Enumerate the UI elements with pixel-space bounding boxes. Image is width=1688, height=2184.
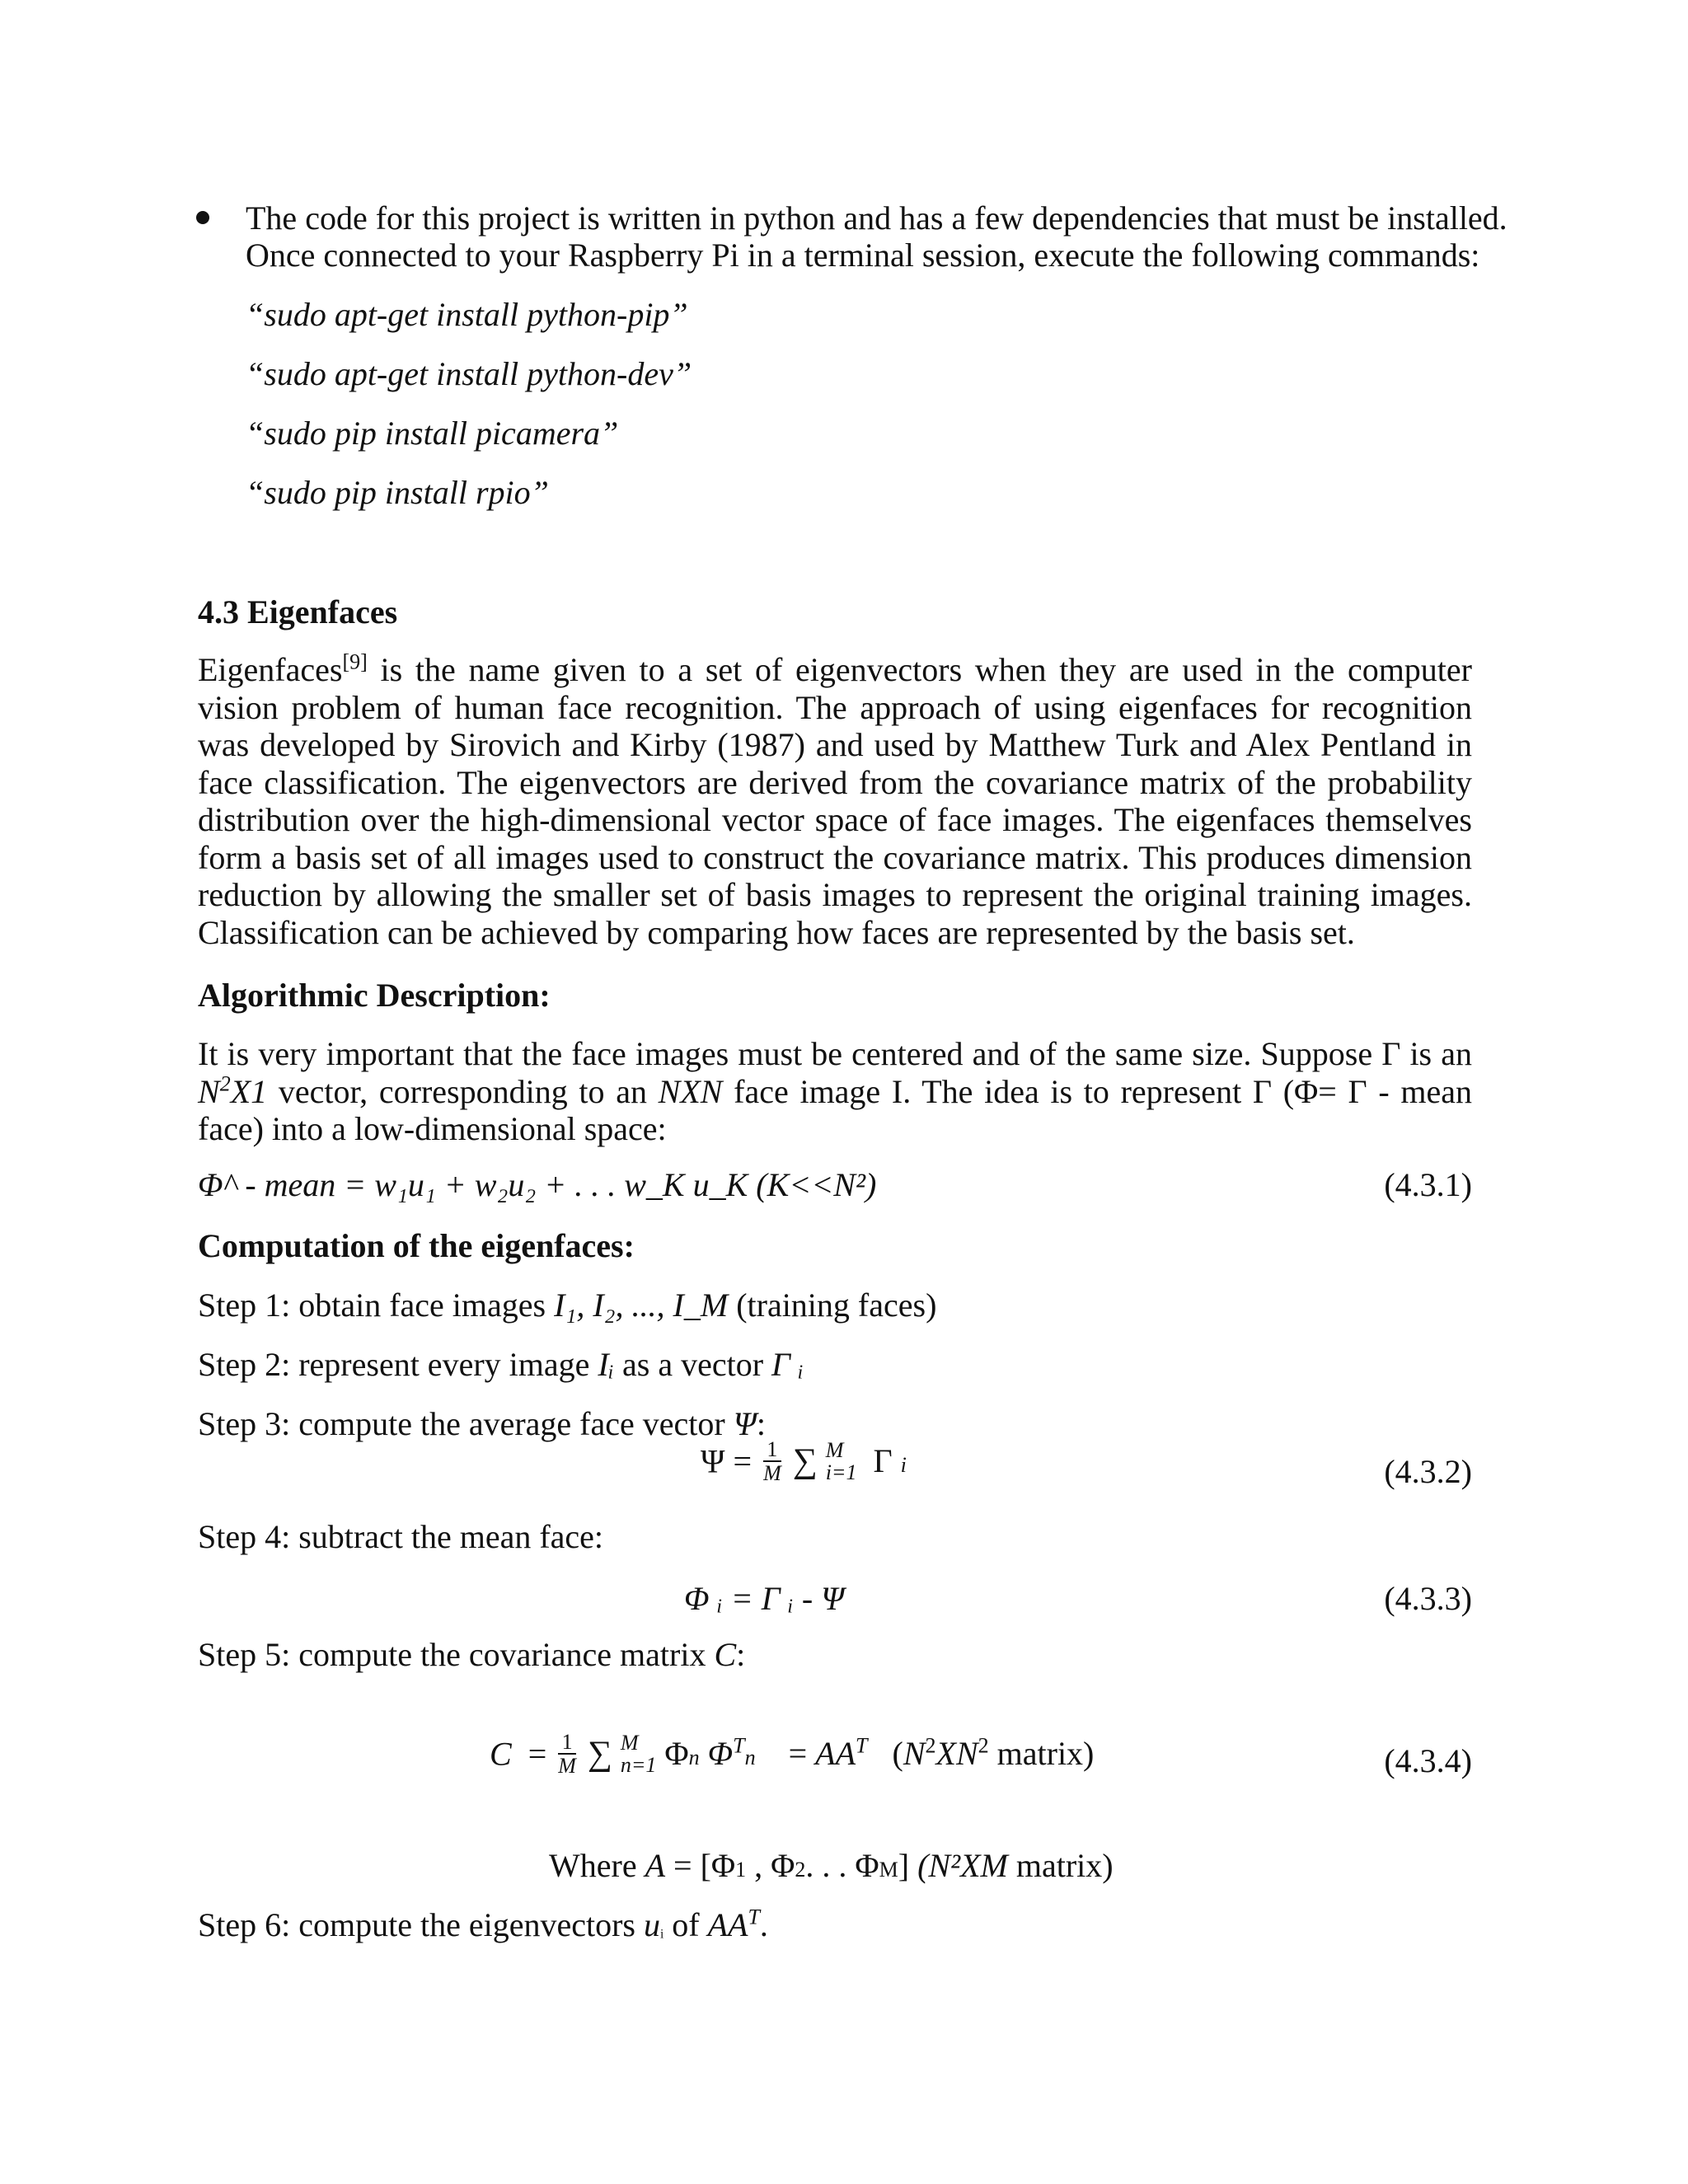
computation-heading: Computation of the eigenfaces: xyxy=(198,1227,635,1264)
bullet-marker xyxy=(196,211,209,224)
step2-mid: as a vector xyxy=(614,1346,772,1383)
step3-psi: Ψ xyxy=(733,1405,757,1442)
intro-word: Eigenfaces xyxy=(198,651,343,688)
step5-colon: : xyxy=(736,1636,746,1673)
where-matrix: matrix) xyxy=(1007,1847,1114,1884)
step3-text: Step 3: compute the average face vector xyxy=(198,1405,734,1442)
step6-t: T xyxy=(748,1905,760,1929)
equation-number-4-3-3: (4.3.3) xyxy=(1384,1580,1472,1617)
command-4: “sudo pip install rpio” xyxy=(246,474,549,511)
para-sup: 2 xyxy=(219,1071,231,1096)
step-2 xyxy=(198,1348,804,1381)
algorithmic-paragraph xyxy=(198,1035,1472,1148)
equation-number-4-3-4: (4.3.4) xyxy=(1384,1742,1472,1779)
step6-text: Step 6: compute the eigenvectors xyxy=(198,1906,644,1943)
where-a: A xyxy=(645,1847,666,1884)
step-1 xyxy=(198,1286,937,1324)
step5-text: Step 5: compute the covariance matrix xyxy=(198,1636,715,1673)
where-open: = [Φ xyxy=(665,1847,736,1884)
equation-number-4-3-2: (4.3.2) xyxy=(1384,1453,1472,1490)
equation-4-3-4: C = $\frac{1}{M}$ ∑ M n=1 Φn $\Phi^Tn$ = $AA^T$ ($N^2XN^2$ matrix) xyxy=(490,1730,1095,1779)
bullet-line-1: The code for this project is written in python and has a few dependencies that must be installed. xyxy=(246,199,1507,237)
step-4: Step 4: subtract the mean face: xyxy=(198,1518,604,1555)
equation-4-3-2: Ψ = $\frac{1}{M}$ ∑ M i=1 Γ i xyxy=(701,1437,907,1486)
where-line: Where A = [Φ1 , Φ2. . . ΦM] (N²XM matrix) xyxy=(549,1847,1114,1884)
where-dots: . . . Φ xyxy=(805,1847,879,1884)
command-3: “sudo pip install picamera” xyxy=(246,415,619,452)
step-6 xyxy=(198,1905,768,1943)
step-3 xyxy=(198,1405,766,1442)
algorithmic-heading: Algorithmic Description: xyxy=(198,977,551,1014)
step2-vector: Γ ᵢ xyxy=(771,1346,804,1383)
para-n: N xyxy=(198,1072,220,1110)
step6-period: . xyxy=(759,1906,768,1943)
step6-u: u xyxy=(643,1906,660,1943)
step1-suffix: (training faces) xyxy=(728,1286,937,1324)
para-text-c: face image I. The idea is to represent Γ (Φ= Γ - mean face) into a low-dimensional space: xyxy=(198,1072,1472,1147)
equation-number-4-3-1: (4.3.1) xyxy=(1384,1166,1472,1203)
para-text-a: It is very important that the face images must be centered and of the same size. Suppose Γ is an xyxy=(198,1035,1472,1072)
step1-text: Step 1: obtain face images xyxy=(198,1286,555,1324)
step6-aa: AA xyxy=(707,1906,748,1943)
step2-image: Iᵢ xyxy=(598,1346,615,1383)
where-dims: (N²XM xyxy=(917,1847,1008,1884)
where-sep: , Φ xyxy=(746,1847,795,1884)
step2-text: Step 2: represent every image xyxy=(198,1346,598,1383)
command-2: “sudo apt-get install python-dev” xyxy=(246,355,692,392)
step-5 xyxy=(198,1638,745,1671)
where-close: ] xyxy=(898,1847,918,1884)
citation-ref: [9] xyxy=(342,649,368,674)
section-heading: 4.3 Eigenfaces xyxy=(198,593,398,630)
command-1: “sudo apt-get install python-pip” xyxy=(246,296,688,333)
step6-sub: ᵢ xyxy=(659,1917,664,1941)
intro-paragraph xyxy=(198,651,1472,951)
para-text-b: vector, corresponding to an xyxy=(267,1072,659,1110)
step6-of: of xyxy=(663,1906,708,1943)
step3-colon: : xyxy=(756,1405,766,1442)
equation-4-3-1: Φ^ - mean = w₁u₁ + w₂u₂ + . . . w_K u_K (K<<N²) xyxy=(198,1166,877,1203)
bullet-line-2: Once connected to your Raspberry Pi in a terminal session, execute the following commands: xyxy=(246,237,1480,274)
para-x1: X1 xyxy=(230,1072,268,1110)
intro-text: is the name given to a set of eigenvectors when they are used in the computer vision problem of human face recognition. The approach of using eigenfaces for recognition was developed by Sirovich and Kirby (1987) and used by Matthew Turk and Alex Pentland in face classification. The eigenvectors are derived from the covariance matrix of the probability distribution over the high-dimensional vector space of face images. The eigenfaces themselves form a basis set of all images used to construct the covariance matrix. This produces dimension reduction by allowing the smaller set of basis images to represent the original training images. Classification can be achieved by comparing how faces are represented by the basis set. xyxy=(198,651,1472,951)
where-text: Where xyxy=(549,1847,645,1884)
step1-images: I₁, I₂, ..., I_M xyxy=(554,1286,729,1324)
para-nxn: NXN xyxy=(658,1072,723,1110)
step5-c: C xyxy=(714,1636,737,1673)
equation-4-3-3: Φ ᵢ = Γ ᵢ - Ψ xyxy=(684,1580,845,1617)
